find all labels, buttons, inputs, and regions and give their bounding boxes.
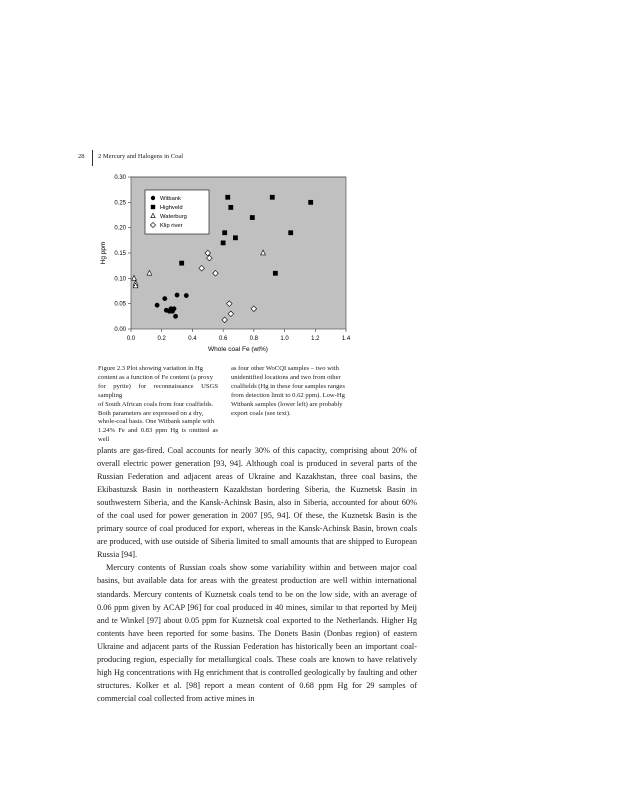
legend-label-klip-river: Klip river xyxy=(160,223,183,229)
y-tick-label: 0.20 xyxy=(114,225,126,232)
data-point-witbank xyxy=(162,296,167,301)
x-tick-label: 0.0 xyxy=(126,336,136,342)
y-tick-label: 0.25 xyxy=(114,200,126,207)
x-tick-label: 1.0 xyxy=(280,336,289,342)
data-point-highveld xyxy=(250,215,255,220)
caption-left-line-4: of South African coals from four coalfields. xyxy=(98,400,214,408)
y-tick-label: 0.05 xyxy=(114,301,126,308)
caption-right-line-3: coalfields (Hg in these four samples ranges xyxy=(231,382,345,390)
caption-left-line-2: content as a function of Fe content (a proxy xyxy=(98,373,213,381)
figure-caption-left-column xyxy=(98,365,218,445)
x-tick-label: 0.4 xyxy=(188,336,197,342)
caption-right-line-5: Witbank samples (lower left) are probably xyxy=(231,400,343,408)
figure-2-3-scatter-plot xyxy=(90,168,360,358)
data-point-highveld xyxy=(288,230,293,235)
x-tick-label: 1.4 xyxy=(341,336,351,342)
data-point-witbank xyxy=(173,314,178,319)
running-header xyxy=(78,150,428,166)
legend-marker-highveld xyxy=(151,205,155,209)
data-point-highveld xyxy=(228,205,233,210)
data-point-highveld xyxy=(222,230,227,235)
body-text xyxy=(97,444,417,705)
legend-label-witbank: Witbank xyxy=(160,196,181,202)
legend-label-waterburg: Waterburg xyxy=(160,214,187,220)
caption-left-line-1: Figure 2.3 Plot showing variation in Hg xyxy=(98,365,203,372)
caption-right-line-2: unidentified locations and two from other xyxy=(231,373,341,381)
y-tick-label: 0.00 xyxy=(114,327,126,333)
x-axis-label: Whole coal Fe (wt%) xyxy=(208,346,268,353)
caption-left-line-5: Both parameters are expressed on a dry, xyxy=(98,409,204,417)
legend-marker-witbank xyxy=(151,196,155,200)
data-point-highveld xyxy=(233,235,238,240)
caption-left-line-3: for pyrite) for reconnaissance USGS sampling xyxy=(98,382,218,399)
chapter-title: 2 Mercury and Halogens in Coal xyxy=(98,153,184,160)
y-tick-label: 0.10 xyxy=(114,276,126,283)
y-axis-label: Hg ppm xyxy=(100,241,107,265)
header-divider xyxy=(92,150,93,166)
caption-right-line-1: as four other WoCQI samples – two with xyxy=(231,365,339,372)
caption-right-line-6: export coals (see text). xyxy=(231,409,291,417)
caption-left-line-7: 1.24% Fe and 0.83 ppm Hg is omitted as well xyxy=(98,427,218,444)
caption-right-line-4: from detection limit to 0.62 ppm). Low-Hg xyxy=(231,391,345,399)
data-point-highveld xyxy=(270,195,275,200)
caption-left-line-6: whole-coal basis. One Witbank sample with xyxy=(98,418,215,426)
body-paragraph-1: plants are gas-fired. Coal accounts for nearly 30% of this capacity, comprising about 20% of overall electric power generation [93, 94]. Although coal is produced in several parts of the Russian Federation and adjacent areas of Ukraine and Kazakhstan, three coal basins, the Ekibastuzsk Basin in northeastern Kazakhstan bordering Siberia, the Kuznetsk Basin in southwestern Siberia, and the Kansk-Achinsk Basin, also in Siberia, accounted for about 60% of the coal used for power generation in 2007 [95, 94]. Of these, the Kuznetsk Basin is the primary source of coal produced for export, whereas in the Kansk-Achinsk Basin, brown coals are produced, with use outside of Siberia limited to small amounts that are shipped to European Russia [94]. xyxy=(97,446,417,560)
data-point-witbank xyxy=(175,293,180,298)
x-tick-label: 1.2 xyxy=(311,336,320,342)
data-point-highveld xyxy=(221,240,226,245)
data-point-witbank xyxy=(170,309,175,314)
x-tick-label: 0.6 xyxy=(218,336,228,342)
legend-label-highveld: Highveld xyxy=(160,205,183,211)
data-point-witbank xyxy=(155,303,160,308)
chart-legend xyxy=(145,190,209,234)
x-tick-label: 0.2 xyxy=(157,336,166,342)
data-point-highveld xyxy=(179,261,184,266)
data-point-highveld xyxy=(273,271,278,276)
y-tick-label: 0.15 xyxy=(114,251,126,257)
data-point-highveld xyxy=(308,200,313,205)
figure-caption-right-column xyxy=(231,365,346,418)
data-point-witbank xyxy=(184,293,189,298)
body-paragraph-2: Mercury contents of Russian coals show some variability within and between major coal basins, but available data for areas with the greatest production are well within international standards. Mercury contents of Kuznetsk coals tend to be on the low side, with an average of 0.06 ppm given by ACAP [96] for coal produced in 40 mines, similar to that reported by Meij and te Winkel [97] about 0.05 ppm for Kuznetsk coal exported to the Netherlands. Higher Hg contents have been reported for some basins. The Donets Basin (Donbas region) of eastern Ukraine and adjacent parts of the Russian Federation has historically been an important coal-producing region, especially for metallurgical coals. These coals are known to have relatively high Hg concentrations with Hg enrichment that is controlled geologically by faulting and other structures. Kolker et al. [98] report a mean content of 0.68 ppm Hg for 29 samples of commercial coal collected from active mines in xyxy=(97,563,417,703)
data-point-highveld xyxy=(225,195,230,200)
y-tick-label: 0.30 xyxy=(114,175,126,181)
page-number: 28 xyxy=(78,153,85,160)
x-tick-label: 0.8 xyxy=(249,336,259,342)
